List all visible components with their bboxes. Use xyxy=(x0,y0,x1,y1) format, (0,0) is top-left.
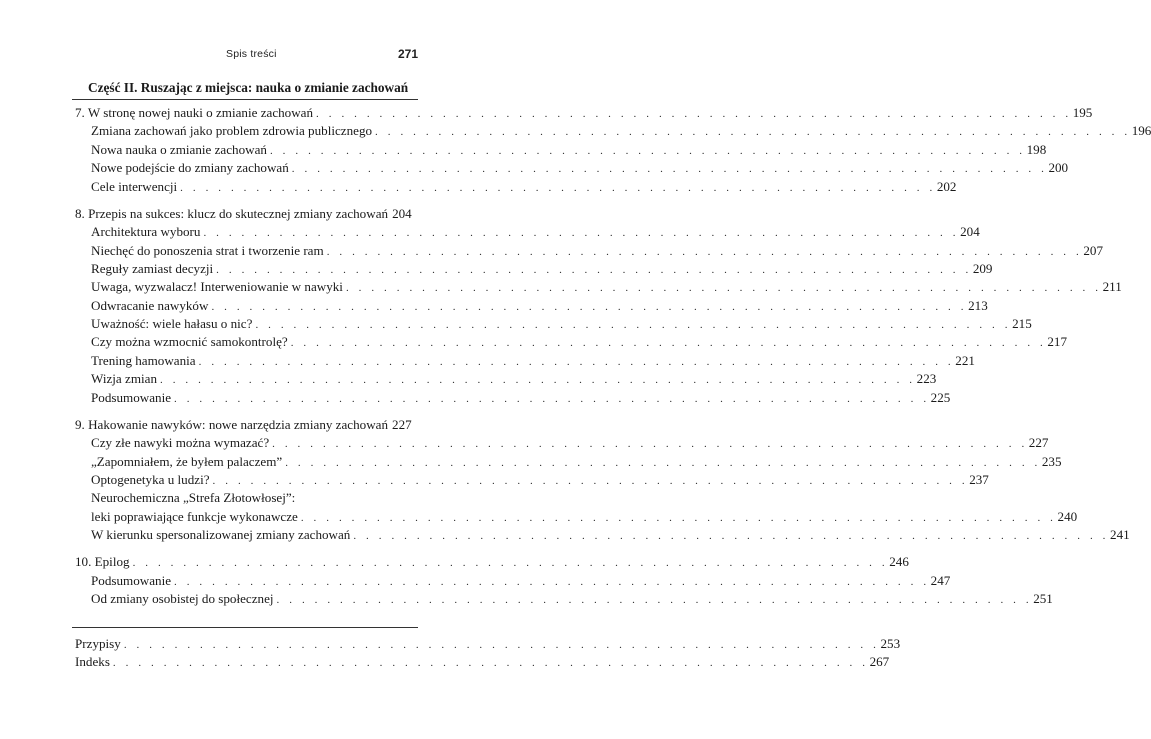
toc-entry-title: „Zapomniałem, że byłem palaczem” xyxy=(91,453,283,469)
dot-leader: . . . . . . . . . . . . . . . . . . . . . . . . . . . . . . . . . . . . . . . . . . . . . . . . . . . . . . . . . . . . xyxy=(123,639,880,652)
table-of-contents xyxy=(75,105,1151,673)
toc-entry-title: 10. Epilog xyxy=(75,554,130,570)
toc-entry-title: Przypisy xyxy=(75,636,121,652)
toc-entry-page: 213 xyxy=(968,297,988,313)
toc-section-trening-hamowania[interactable] xyxy=(75,352,975,371)
toc-entry-page: 211 xyxy=(1102,279,1122,295)
dot-leader: . . . . . . . . . . . . . . . . . . . . . . . . . . . . . . . . . . . . . . . . . . . . . . . . . . . . . . . . . . . . xyxy=(174,392,930,405)
toc-entry-page: 267 xyxy=(869,654,890,670)
toc-entry-page: 209 xyxy=(972,260,993,276)
toc-entry-title: Reguły zamiast decyzji xyxy=(91,260,214,276)
toc-chapter-10[interactable] xyxy=(75,554,909,572)
toc-section-neurochemiczna[interactable] xyxy=(75,490,411,508)
dot-leader: . . . . . . . . . . . . . . . . . . . . . . . . . . . . . . . . . . . . . . . . . . . . . . . . . . . . . . . . . . . . xyxy=(326,245,1083,258)
toc-entry-page: 235 xyxy=(1041,453,1062,469)
dot-leader: . . . . . . . . . . . . . . . . . . . . . . . . . . . . . . . . . . . . . . . . . . . . . . . . . . . . . . . . . . . . xyxy=(211,300,968,313)
toc-section-samokontrola[interactable] xyxy=(75,334,1068,352)
toc-entry-page: 204 xyxy=(960,224,980,240)
toc-entry-page: 246 xyxy=(889,554,909,570)
toc-section-spersonalizowana-zmiana[interactable] xyxy=(75,527,1130,545)
toc-chapter-8[interactable] xyxy=(75,206,411,224)
toc-section-architektura-wyboru[interactable] xyxy=(75,224,980,242)
part-heading: Część II. Ruszając z miejsca: nauka o zmianie zachowań xyxy=(88,80,409,95)
toc-indeks[interactable] xyxy=(75,654,890,672)
dot-leader: . . . . . . . . . . . . . . . . . . . . . . . . . . . . . . . . . . . . . . . . . . . . . . . . . . . . . . . . . . . . xyxy=(276,594,1033,607)
dot-leader: . . . . . . . . . . . . . . . . . . . . . . . . . . . . . . . . . . . . . . . . . . . . . . . . . . . . . . . . . . . . xyxy=(180,181,936,194)
dot-leader: . . . . . . . . . . . . . . . . . . . . . . . . . . . . . . . . . . . . . . . . . . . . . . . . . . . . . . . . . . . . xyxy=(255,319,1012,332)
toc-entry-page: 241 xyxy=(1110,527,1130,543)
toc-entry-page: 253 xyxy=(880,636,901,652)
part-heading-rule xyxy=(72,99,418,100)
dot-leader: . . . . . . . . . . . . . . . . . . . . . . . . . . . . . . . . . . . . . . . . . . . . . . . . . . . . . . . . . . . . xyxy=(212,475,969,488)
toc-entry-page: 221 xyxy=(955,352,975,368)
dot-leader: . . . . . . . . . . . . . . . . . . . . . . . . . . . . . . . . . . . . . . . . . . . . . . . . . . . . . . . . . . . . xyxy=(112,657,869,670)
toc-entry-page: 195 xyxy=(1072,105,1093,120)
toc-entry-page: 198 xyxy=(1026,141,1047,157)
dot-leader: . . . . . . . . . . . . . . . . . . . . . . . . . . . . . . . . . . . . . . . . . . . . . . . . . . . . . . . . . . . . xyxy=(272,438,1028,451)
toc-entry-title: Wizja zmian xyxy=(91,371,157,387)
toc-entry-title: Optogenetyka u ludzi? xyxy=(91,472,210,488)
toc-section-nowa-nauka[interactable] xyxy=(75,141,1047,160)
dot-leader: . . . . . . . . . . . . . . . . . . . . . . . . . . . . . . . . . . . . . . . . . . . . . . . . . . . . . . . . . . . . xyxy=(291,163,1048,176)
toc-entry-page: 204 xyxy=(392,205,412,221)
toc-entry-title: Podsumowanie xyxy=(91,389,172,405)
dot-leader: . . . . . . . . . . . . . . . . . . . . . . . . . . . . . . . . . . . . . . . . . . . . . . . . . . . . . . . . . . . . xyxy=(285,456,1041,469)
toc-entry-page: 196 xyxy=(1131,123,1151,139)
toc-przypisy[interactable] xyxy=(75,636,901,654)
dot-leader: . . . . . . . . . . . . . . . . . . . . . . . . . . . . . . . . . . . . . . . . . . . . . . . . . . . . . . . . . . . . xyxy=(375,126,1131,139)
dot-leader: . . . . . . . . . . . . . . . . . . . . . . . . . . . . . . . . . . . . . . . . . . . . . . . . . . . . . . . . . . . . xyxy=(290,337,1047,350)
toc-entry-title: 9. Hakowanie nawyków: nowe narzędzia zmiany zachowań xyxy=(75,416,389,432)
toc-entry-page: 200 xyxy=(1048,160,1069,176)
toc-entry-page: 251 xyxy=(1033,591,1053,607)
toc-entry-page: 247 xyxy=(930,572,951,588)
toc-section-reguly-zamiast-decyzji[interactable] xyxy=(75,260,993,279)
toc-section-uwaznosc[interactable] xyxy=(75,316,1032,334)
toc-entry-title: Uwaga, wyzwalacz! Interweniowanie w nawyki xyxy=(91,279,343,295)
toc-entry-page: 227 xyxy=(392,416,412,432)
toc-entry-title: leki poprawiające funkcje wykonawcze xyxy=(91,508,298,524)
toc-entry-title: Od zmiany osobistej do społecznej xyxy=(91,591,274,607)
toc-entry-title: Czy można wzmocnić samokontrolę? xyxy=(91,334,288,350)
dot-leader: . . . . . . . . . . . . . . . . . . . . . . . . . . . . . . . . . . . . . . . . . . . . . . . . . . . . . . . . . . . . xyxy=(160,374,916,387)
toc-chapter-7[interactable] xyxy=(75,105,1093,123)
toc-entry-page: 237 xyxy=(969,472,989,488)
toc-section-zapomnialem[interactable] xyxy=(75,453,1062,472)
toc-entry-title: W kierunku spersonalizowanej zmiany zachowań xyxy=(91,527,351,543)
toc-chapter-9[interactable] xyxy=(75,417,411,435)
toc-entry-title: Czy złe nawyki można wymazać? xyxy=(91,435,270,451)
dot-leader: . . . . . . . . . . . . . . . . . . . . . . . . . . . . . . . . . . . . . . . . . . . . . . . . . . . . . . . . . . . . xyxy=(300,511,1057,524)
toc-section-niechec-do-strat[interactable] xyxy=(75,242,1103,261)
toc-section-leki-poprawiajace[interactable] xyxy=(75,508,1078,527)
toc-entry-title: Indeks xyxy=(75,654,110,670)
toc-entry-page: 227 xyxy=(1028,435,1049,451)
running-title: Spis treści xyxy=(226,48,277,60)
dot-leader: . . . . . . . . . . . . . . . . . . . . . . . . . . . . . . . . . . . . . . . . . . . . . . . . . . . . . . . . . . . . xyxy=(174,575,930,588)
toc-section-podsumowanie-8[interactable] xyxy=(75,389,951,408)
toc-section-nowe-podejscie[interactable] xyxy=(75,160,1069,178)
toc-entry-title: 8. Przepis na sukces: klucz do skutecznej zmiany zachowań xyxy=(75,205,389,221)
dot-leader: . . . . . . . . . . . . . . . . . . . . . . . . . . . . . . . . . . . . . . . . . . . . . . . . . . . . . . . . . . . . xyxy=(316,108,1072,120)
toc-entry-title: Odwracanie nawyków xyxy=(91,297,209,313)
toc-entry-title: Zmiana zachowań jako problem zdrowia publicznego xyxy=(91,123,373,139)
toc-entry-page: 225 xyxy=(930,389,951,405)
toc-entry-title: Trening hamowania xyxy=(91,352,196,368)
toc-entry-page: 217 xyxy=(1047,334,1068,350)
toc-entry-page: 202 xyxy=(936,178,957,194)
toc-entry-page: 215 xyxy=(1012,316,1032,332)
dot-leader: . . . . . . . . . . . . . . . . . . . . . . . . . . . . . . . . . . . . . . . . . . . . . . . . . . . . . . . . . . . . xyxy=(132,557,889,570)
dot-leader: . . . . . . . . . . . . . . . . . . . . . . . . . . . . . . . . . . . . . . . . . . . . . . . . . . . . . . . . . . . . xyxy=(216,263,972,276)
page-number: 271 xyxy=(397,47,418,61)
toc-section-wizja-zmian[interactable] xyxy=(75,371,937,389)
toc-section-uwaga-wyzwalacz[interactable] xyxy=(75,279,1122,297)
toc-entry-title: Uważność: wiele hałasu o nic? xyxy=(91,316,253,332)
dot-leader: . . . . . . . . . . . . . . . . . . . . . . . . . . . . . . . . . . . . . . . . . . . . . . . . . . . . . . . . . . . . xyxy=(269,144,1026,157)
toc-entry-title: 7. W stronę nowej nauki o zmianie zachowań xyxy=(75,105,314,120)
dot-leader: . . . . . . . . . . . . . . . . . . . . . . . . . . . . . . . . . . . . . . . . . . . . . . . . . . . . . . . . . . . . xyxy=(203,227,960,240)
toc-entry-page: 240 xyxy=(1057,508,1078,524)
toc-section-zmiana-zachowan-jako-problem[interactable] xyxy=(75,123,1151,141)
dot-leader: . . . . . . . . . . . . . . . . . . . . . . . . . . . . . . . . . . . . . . . . . . . . . . . . . . . . . . . . . . . . xyxy=(353,530,1110,543)
toc-entry-page: 223 xyxy=(916,371,937,387)
running-header xyxy=(0,48,480,64)
toc-section-cele-interwencji[interactable] xyxy=(75,178,957,197)
toc-entry-page: 207 xyxy=(1083,242,1103,258)
toc-section-zle-nawyki[interactable] xyxy=(75,435,1049,453)
toc-entry-title: Podsumowanie xyxy=(91,572,172,588)
toc-section-optogenetyka[interactable] xyxy=(75,472,989,490)
dot-leader: . . . . . . . . . . . . . . . . . . . . . . . . . . . . . . . . . . . . . . . . . . . . . . . . . . . . . . . . . . . . xyxy=(345,282,1102,295)
toc-section-od-zmiany-osobistej[interactable] xyxy=(75,591,1053,609)
toc-entry-title: Neurochemiczna „Strefa Złotowłosej”: xyxy=(91,490,296,506)
toc-entry-title: Nowe podejście do zmiany zachowań xyxy=(91,160,289,176)
toc-entry-title: Nowa nauka o zmianie zachowań xyxy=(91,141,267,157)
toc-entry-title: Architektura wyboru xyxy=(91,224,201,240)
dot-leader: . . . . . . . . . . . . . . . . . . . . . . . . . . . . . . . . . . . . . . . . . . . . . . . . . . . . . . . . . . . . xyxy=(198,355,955,368)
toc-section-podsumowanie-10[interactable] xyxy=(75,572,951,591)
toc-entry-title: Niechęć do ponoszenia strat i tworzenie ram xyxy=(91,242,324,258)
toc-entry-title: Cele interwencji xyxy=(91,178,178,194)
toc-section-odwracanie-nawykow[interactable] xyxy=(75,297,988,316)
